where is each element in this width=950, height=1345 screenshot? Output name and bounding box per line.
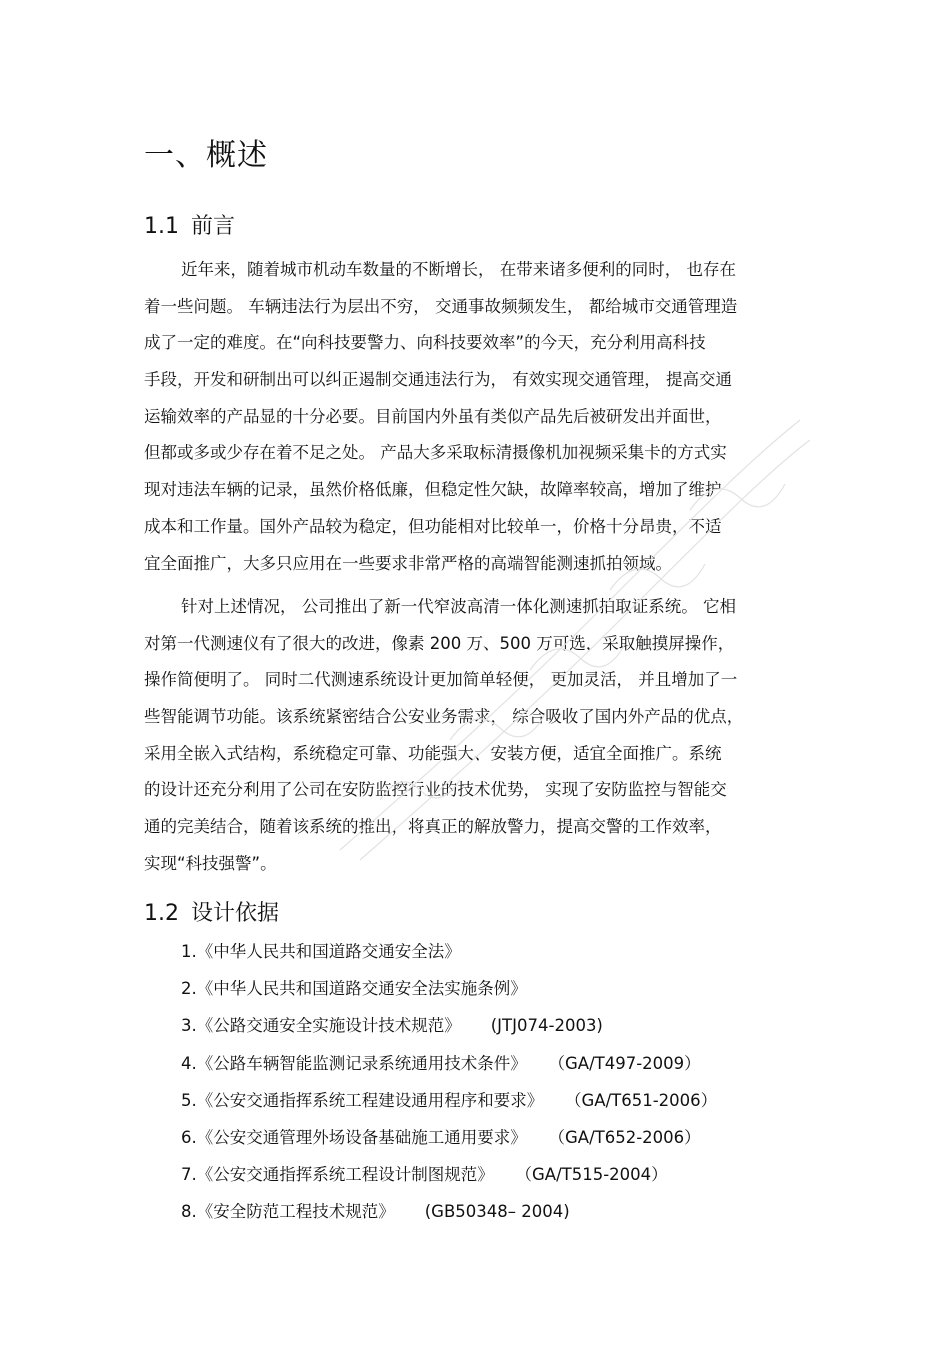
reference-list bbox=[181, 933, 717, 1231]
paragraph-line: 采用全嵌入式结构，系统稳定可靠、功能强大、安装方便，适宜全面推广。系统 bbox=[144, 743, 722, 763]
list-item bbox=[181, 1082, 717, 1119]
page-title: 一、概述 bbox=[144, 138, 268, 173]
reference-title: 7.《公安交通指挥系统工程设计制图规范》 bbox=[181, 1165, 494, 1185]
paragraph-line: 操作简便明了。 同时二代测速系统设计更加简单轻便， 更加灵活， 并且增加了一 bbox=[144, 670, 738, 690]
paragraph-line: 通的完美结合，随着该系统的推出，将真正的解放警力，提高交警的工作效率， bbox=[144, 817, 722, 837]
reference-code: （GA/T651-2006） bbox=[573, 1090, 718, 1110]
paragraph-line: 实现“科技强警”。 bbox=[144, 853, 277, 873]
paragraph-line: 着一些问题。 车辆违法行为层出不穷， 交通事故频频发生， 都给城市交通管理造 bbox=[144, 296, 738, 316]
section-title: 设计依据 bbox=[191, 901, 280, 926]
paragraph-line: 但都或多或少存在着不足之处。 产品大多采取标清摄像机加视频采集卡的方式实 bbox=[144, 443, 727, 463]
paragraph-line: 现对违法车辆的记录，虽然价格低廉，但稳定性欠缺，故障率较高，增加了维护 bbox=[144, 480, 722, 500]
reference-title: 1.《中华人民共和国道路交通安全法》 bbox=[181, 942, 461, 961]
paragraph-line: 宜全面推广，大多只应用在一些要求非常严格的高端智能测速抓拍领域。 bbox=[144, 553, 672, 573]
paragraph-line: 运输效率的产品显的十分必要。目前国内外虽有类似产品先后被研发出并面世， bbox=[144, 406, 722, 426]
list-item bbox=[181, 970, 717, 1007]
preface-paragraph-1 bbox=[144, 252, 804, 582]
list-item bbox=[181, 1007, 717, 1044]
section-number: 1.2 bbox=[144, 901, 179, 926]
reference-title: 2.《中华人民共和国道路交通安全法实施条例》 bbox=[181, 979, 527, 999]
reference-code: (GB50348– 2004) bbox=[424, 1202, 570, 1222]
list-item bbox=[181, 933, 717, 970]
reference-title: 6.《公安交通管理外场设备基础施工通用要求》 bbox=[181, 1127, 527, 1147]
paragraph-line: 针对上述情况， 公司推出了新一代窄波高清一体化测速抓拍取证系统。 它相 bbox=[181, 597, 736, 616]
reference-title: 8.《安全防范工程技术规范》 bbox=[181, 1202, 395, 1222]
reference-title: 5.《公安交通指挥系统工程建设通用程序和要求》 bbox=[181, 1090, 544, 1110]
section-heading-design-basis bbox=[144, 899, 279, 929]
paragraph-line: 近年来，随着城市机动车数量的不断增长， 在带来诸多便利的同时， 也存在 bbox=[181, 260, 736, 279]
paragraph-line: 成了一定的难度。在“向科技要警力、向科技要效率”的今天，充分利用高科技 bbox=[144, 333, 706, 353]
reference-code: （GA/T497-2009） bbox=[556, 1053, 701, 1073]
reference-code: (JTJ074-2003) bbox=[490, 1016, 603, 1036]
section-title: 前言 bbox=[191, 214, 236, 239]
section-number: 1.1 bbox=[144, 214, 179, 239]
list-item bbox=[181, 1193, 717, 1230]
preface-paragraph-2 bbox=[144, 589, 804, 883]
paragraph-line: 对第一代测速仪有了很大的改进，像素 200 万、500 万可选，采取触摸屏操作， bbox=[144, 633, 735, 653]
reference-code: （GA/T652-2006） bbox=[556, 1127, 701, 1147]
section-heading-preface bbox=[144, 212, 235, 242]
paragraph-line: 些智能调节功能。该系统紧密结合公安业务需求， 综合吸收了国内外产品的优点， bbox=[144, 707, 744, 727]
paragraph-line: 手段，开发和研制出可以纠正遏制交通违法行为， 有效实现交通管理， 提高交通 bbox=[144, 370, 732, 390]
reference-title: 4.《公路车辆智能监测记录系统通用技术条件》 bbox=[181, 1053, 527, 1073]
paragraph-line: 成本和工作量。国外产品较为稳定，但功能相对比较单一，价格十分昂贵，不适 bbox=[144, 516, 722, 536]
reference-code: （GA/T515-2004） bbox=[523, 1165, 668, 1185]
reference-title: 3.《公路交通安全实施设计技术规范》 bbox=[181, 1016, 461, 1036]
list-item bbox=[181, 1045, 717, 1082]
list-item bbox=[181, 1156, 717, 1193]
list-item bbox=[181, 1119, 717, 1156]
paragraph-line: 的设计还充分利用了公司在安防监控行业的技术优势， 实现了安防监控与智能交 bbox=[144, 780, 727, 800]
